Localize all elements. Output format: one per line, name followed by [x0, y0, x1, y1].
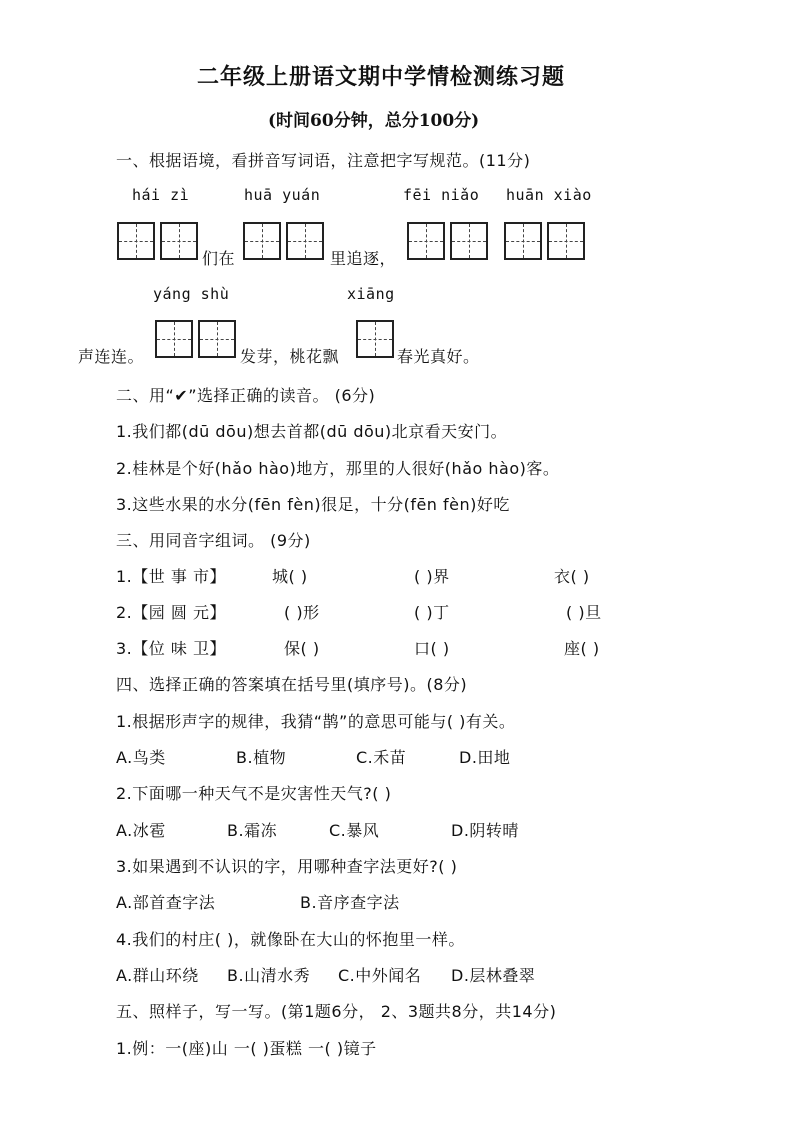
word-blank[interactable]: ( )丁: [414, 603, 450, 622]
option-b[interactable]: B.音序查字法: [300, 893, 400, 912]
question-line: 1.根据形声字的规律，我猜“鹊”的意思可能与( )有关。: [116, 712, 516, 731]
writing-box[interactable]: [117, 222, 155, 260]
writing-box[interactable]: [504, 222, 542, 260]
option-b[interactable]: B.山清水秀: [227, 966, 311, 985]
section5-heading: 五、照样子，写一写。(第1题6分， 2、3题共8分，共14分): [116, 1002, 557, 1021]
option-c[interactable]: C.中外闻名: [338, 966, 422, 985]
writing-box[interactable]: [547, 222, 585, 260]
option-a[interactable]: A.鸟类: [116, 748, 166, 767]
question-line: 2.桂林是个好(hǎo hào)地方，那里的人很好(hǎo hào)客。: [116, 459, 560, 478]
page-title: 二年级上册语文期中学情检测练习题: [197, 64, 566, 90]
sentence-text: 们在: [202, 249, 236, 268]
section4-heading: 四、选择正确的答案填在括号里(填序号)。(8分): [116, 675, 468, 694]
sentence-text: 声连连。: [78, 347, 145, 366]
option-a[interactable]: A.部首查字法: [116, 893, 216, 912]
question-line: 1.例：一(座)山 一( )蛋糕 一( )镜子: [116, 1039, 377, 1058]
pinyin-feiniao: fēi niǎo: [403, 186, 480, 204]
question-line: 1.我们都(dū dōu)想去首都(dū dōu)北京看天安门。: [116, 422, 508, 441]
writing-box[interactable]: [450, 222, 488, 260]
writing-box[interactable]: [356, 320, 394, 358]
option-a[interactable]: A.群山环绕: [116, 966, 199, 985]
page-subtitle: (时间60分钟，总分100分): [268, 111, 480, 131]
word-blank[interactable]: ( )界: [414, 567, 450, 586]
section1-heading: 一、根据语境，看拼音写词语，注意把字写规范。(11分): [116, 151, 531, 170]
sentence-text: 春光真好。: [397, 347, 480, 366]
question-line: 2.下面哪一种天气不是灾害性天气?( ): [116, 784, 392, 803]
section2-heading: 二、用“✔”选择正确的读音。 (6分): [116, 386, 376, 405]
word-group-label: 3.【位 味 卫】: [116, 639, 226, 658]
sentence-text: 里追逐，: [330, 249, 397, 268]
word-blank[interactable]: 座( ): [564, 639, 600, 658]
word-blank[interactable]: 口( ): [414, 639, 450, 658]
word-blank[interactable]: 城( ): [272, 567, 308, 586]
word-blank[interactable]: 衣( ): [554, 567, 590, 586]
sentence-text: 发芽，桃花飘: [240, 347, 340, 366]
option-c[interactable]: C.禾苗: [356, 748, 407, 767]
writing-box[interactable]: [286, 222, 324, 260]
writing-box[interactable]: [198, 320, 236, 358]
pinyin-haizi: hái zì: [132, 186, 190, 204]
pinyin-huayuan: huā yuán: [244, 186, 321, 204]
writing-box[interactable]: [407, 222, 445, 260]
writing-box[interactable]: [243, 222, 281, 260]
section3-heading: 三、用同音字组词。 (9分): [116, 531, 311, 550]
word-group-label: 2.【园 圆 元】: [116, 603, 226, 622]
option-d[interactable]: D.层林叠翠: [451, 966, 536, 985]
question-line: 4.我们的村庄( )，就像卧在大山的怀抱里一样。: [116, 930, 465, 949]
option-d[interactable]: D.阴转晴: [451, 821, 519, 840]
word-blank[interactable]: ( )形: [284, 603, 320, 622]
pinyin-xiang: xiāng: [347, 285, 395, 303]
question-line: 3.这些水果的水分(fēn fèn)很足，十分(fēn fèn)好吃: [116, 495, 510, 514]
option-b[interactable]: B.植物: [236, 748, 287, 767]
option-a[interactable]: A.冰雹: [116, 821, 166, 840]
option-d[interactable]: D.田地: [459, 748, 511, 767]
pinyin-huanxiao: huān xiào: [506, 186, 592, 204]
word-blank[interactable]: ( )旦: [566, 603, 602, 622]
option-c[interactable]: C.暴风: [329, 821, 380, 840]
writing-box[interactable]: [155, 320, 193, 358]
question-line: 3.如果遇到不认识的字，用哪种查字法更好?( ): [116, 857, 458, 876]
word-group-label: 1.【世 事 市】: [116, 567, 226, 586]
writing-box[interactable]: [160, 222, 198, 260]
option-b[interactable]: B.霜冻: [227, 821, 278, 840]
pinyin-yangshu: yáng shù: [153, 285, 230, 303]
word-blank[interactable]: 保( ): [284, 639, 320, 658]
